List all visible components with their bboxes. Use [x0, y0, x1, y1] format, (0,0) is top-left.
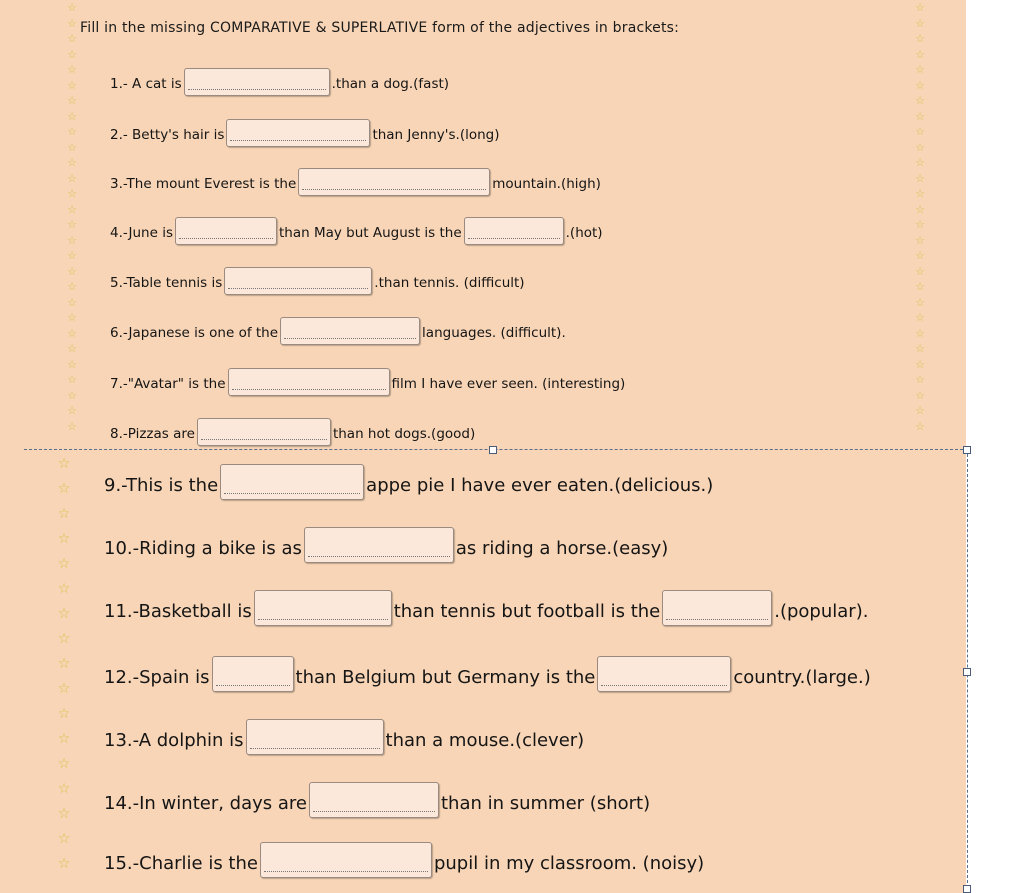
- question-12: [104, 650, 871, 688]
- question-text: than Jenny's.(long): [372, 127, 500, 143]
- worksheet-title: Fill in the missing COMPARATIVE & SUPERLATIVE form of the adjectives in brackets:: [80, 20, 680, 36]
- question-7: [110, 362, 625, 392]
- question-text: 1.- A cat is: [110, 76, 182, 92]
- question-text: .than a dog.(fast): [331, 76, 450, 92]
- question-text: 7.-"Avatar" is the: [110, 376, 226, 392]
- star-border-left-icon: ☆ ☆ ☆ ☆ ☆ ☆ ☆ ☆ ☆ ☆ ☆ ☆ ☆ ☆ ☆ ☆ ☆ ☆ ☆ ☆ ☆ ☆ ☆ ☆ ☆ ☆ ☆ ☆: [67, 1, 77, 433]
- answer-blank[interactable]: [298, 168, 490, 196]
- question-text: than hot dogs.(good): [332, 426, 476, 442]
- question-2: [110, 113, 500, 143]
- answer-blank[interactable]: [254, 590, 392, 626]
- star-border-right-icon: ☆ ☆ ☆ ☆ ☆ ☆ ☆ ☆ ☆ ☆ ☆ ☆ ☆ ☆ ☆ ☆ ☆ ☆ ☆ ☆ ☆ ☆ ☆ ☆ ☆ ☆ ☆ ☆: [915, 1, 925, 433]
- resize-handle-bottom-right[interactable]: [963, 885, 971, 893]
- answer-blank[interactable]: [280, 317, 420, 345]
- question-text: 10.-Riding a bike is as: [104, 538, 302, 559]
- question-9: [104, 458, 713, 496]
- question-text: mountain.(high): [492, 176, 601, 192]
- resize-handle-top-right[interactable]: [963, 446, 971, 454]
- question-14: [104, 776, 650, 814]
- resize-handle-top[interactable]: [489, 446, 497, 454]
- resize-handle-right[interactable]: [963, 668, 971, 676]
- question-text: country.(large.): [733, 667, 871, 688]
- page-margin: [966, 0, 1024, 893]
- question-text: 9.-This is the: [104, 475, 219, 496]
- answer-blank[interactable]: [197, 418, 331, 446]
- question-text: 12.-Spain is: [104, 667, 210, 688]
- question-text: 6.-Japanese is one of the: [110, 325, 279, 341]
- answer-blank[interactable]: [260, 842, 432, 878]
- question-5: [110, 261, 525, 291]
- question-text: than a mouse.(clever): [385, 730, 585, 751]
- answer-blank[interactable]: [228, 368, 390, 396]
- question-text: as riding a horse.(easy): [455, 538, 669, 559]
- star-border-bottom-icon: ☆ ☆ ☆ ☆ ☆ ☆ ☆ ☆ ☆ ☆ ☆ ☆ ☆ ☆ ☆ ☆ ☆: [57, 456, 71, 872]
- question-4: [110, 211, 603, 241]
- question-text: than in summer (short): [440, 793, 651, 814]
- answer-blank[interactable]: [309, 782, 439, 818]
- answer-blank[interactable]: [246, 719, 384, 755]
- answer-blank[interactable]: [662, 590, 772, 626]
- question-text: 2.- Betty's hair is: [110, 127, 225, 143]
- answer-blank[interactable]: [212, 656, 294, 692]
- question-3: [110, 162, 601, 192]
- question-text: than Belgium but Germany is the: [295, 667, 596, 688]
- question-text: than May but August is the: [278, 225, 462, 241]
- question-text: appe pie I have ever eaten.(delicious.): [366, 475, 714, 496]
- question-text: .(hot): [565, 225, 603, 241]
- answer-blank[interactable]: [220, 464, 364, 500]
- answer-blank[interactable]: [226, 119, 370, 147]
- question-text: languages. (difficult).: [422, 325, 566, 341]
- question-6: [110, 311, 566, 341]
- question-text: 15.-Charlie is the: [104, 853, 258, 874]
- question-text: 4.-June is: [110, 225, 173, 241]
- question-text: pupil in my classroom. (noisy): [433, 853, 705, 874]
- question-text: 5.-Table tennis is: [110, 275, 223, 291]
- question-text: 8.-Pizzas are: [110, 426, 195, 442]
- question-10: [104, 521, 668, 559]
- question-text: 3.-The mount Everest is the: [110, 176, 297, 192]
- question-text: film I have ever seen. (interesting): [391, 376, 626, 392]
- question-text: than tennis but football is the: [393, 601, 661, 622]
- question-13: [104, 713, 584, 751]
- question-8: [110, 412, 475, 442]
- question-1: [110, 62, 449, 92]
- question-text: .than tennis. (difficult): [374, 275, 525, 291]
- answer-blank[interactable]: [175, 217, 277, 245]
- question-text: .(popular).: [774, 601, 869, 622]
- question-text: 13.-A dolphin is: [104, 730, 244, 751]
- answer-blank[interactable]: [597, 656, 731, 692]
- answer-blank[interactable]: [304, 527, 454, 563]
- answer-blank[interactable]: [184, 68, 330, 96]
- answer-blank[interactable]: [224, 267, 372, 295]
- question-text: 14.-In winter, days are: [104, 793, 307, 814]
- question-text: 11.-Basketball is: [104, 601, 252, 622]
- question-11: [104, 584, 868, 622]
- question-15: [104, 836, 704, 874]
- answer-blank[interactable]: [464, 217, 564, 245]
